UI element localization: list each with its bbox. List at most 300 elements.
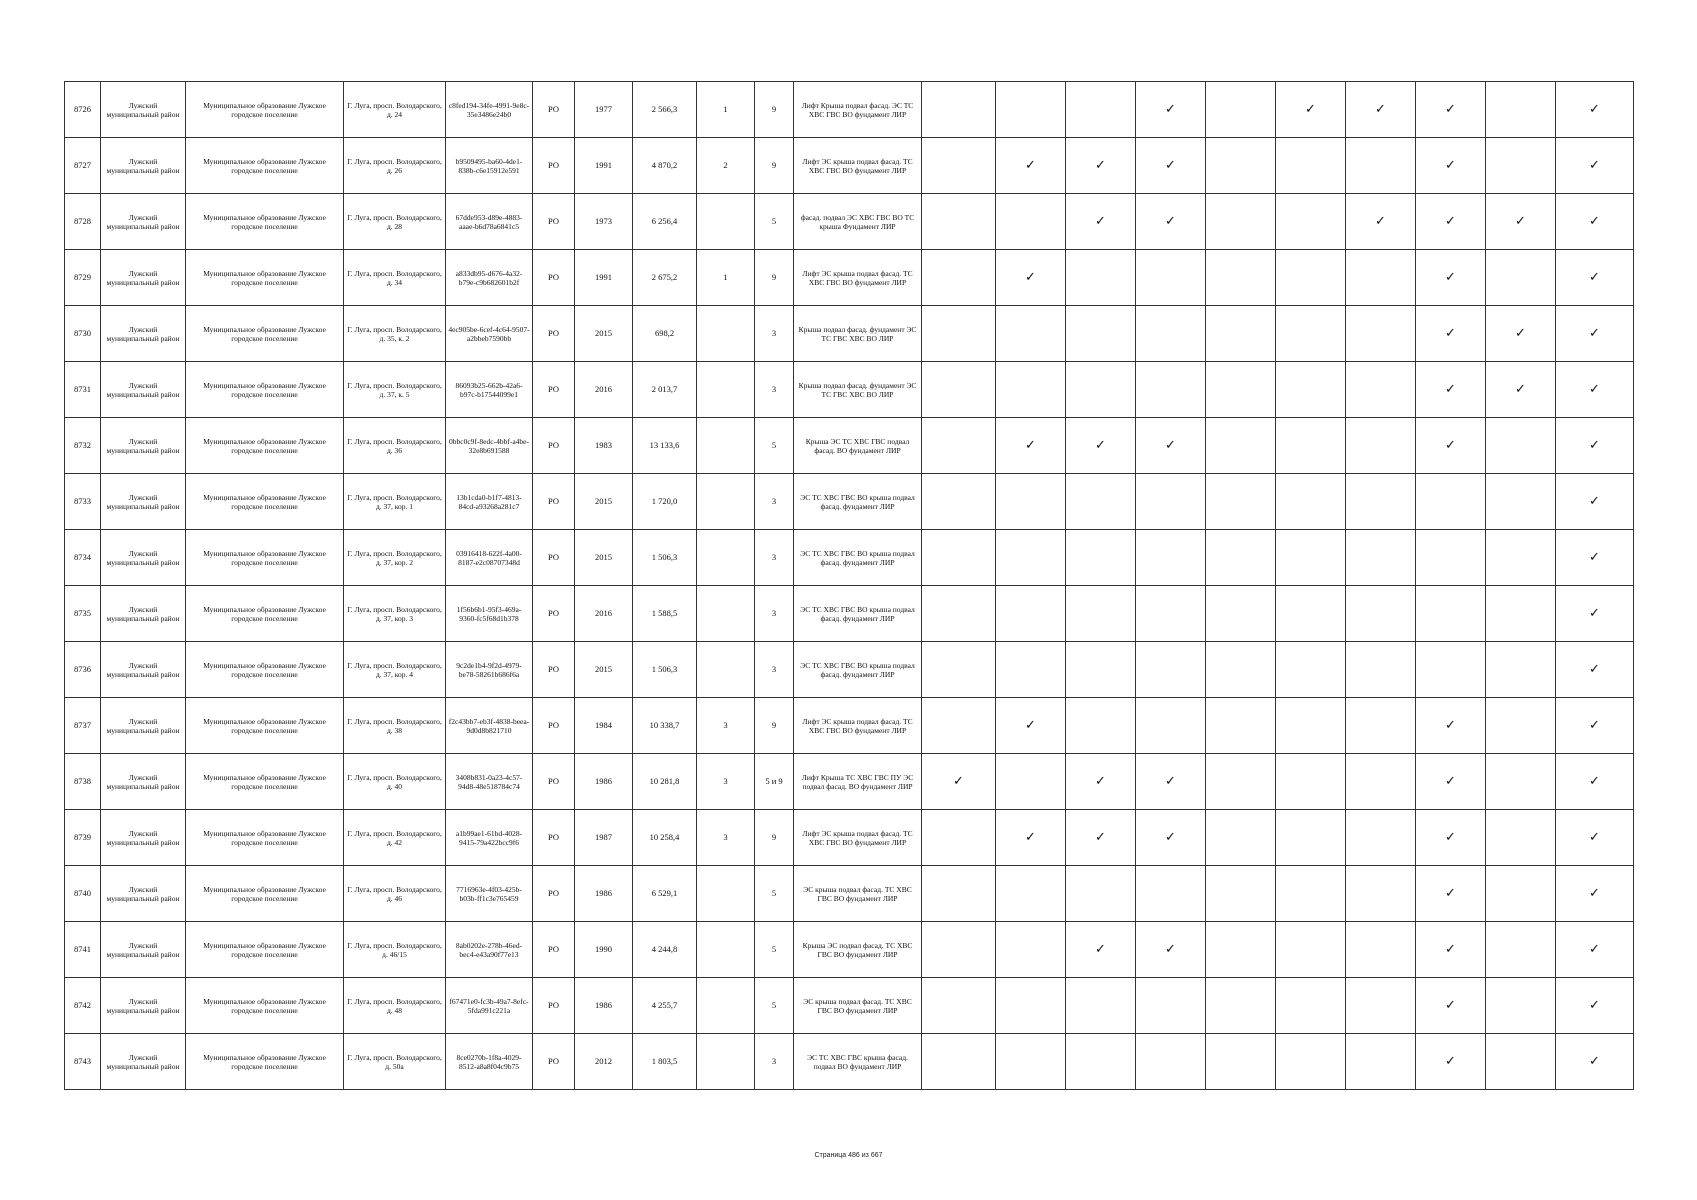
empty-cell bbox=[1346, 306, 1416, 362]
district-cell: Лужский муниципальный район bbox=[101, 922, 186, 978]
entrances-cell: 3 bbox=[697, 698, 755, 754]
table-row bbox=[65, 754, 1634, 810]
empty-cell bbox=[922, 1034, 996, 1090]
row-number: 8731 bbox=[65, 362, 101, 418]
empty-cell bbox=[1276, 1034, 1346, 1090]
row-number: 8738 bbox=[65, 754, 101, 810]
empty-cell bbox=[1346, 698, 1416, 754]
house-guid-cell: a833db95-d676-4a32-b79e-c9b682601b2f bbox=[446, 250, 533, 306]
empty-cell bbox=[1486, 250, 1556, 306]
empty-cell bbox=[996, 1034, 1066, 1090]
entrances-cell bbox=[697, 1034, 755, 1090]
table-row bbox=[65, 642, 1634, 698]
address-cell: Г. Луга, просп. Володарского, д. 37, кор. 3 bbox=[344, 586, 446, 642]
empty-cell bbox=[1416, 586, 1486, 642]
row-number: 8740 bbox=[65, 866, 101, 922]
works-list-cell: ЭС ТС ХВС ГВС ВО крыша подвал фасад. фундамент ЛИР bbox=[794, 474, 922, 530]
table-row bbox=[65, 418, 1634, 474]
area-cell: 1 588,5 bbox=[633, 586, 697, 642]
entrances-cell bbox=[697, 978, 755, 1034]
empty-cell bbox=[1206, 586, 1276, 642]
table-row bbox=[65, 810, 1634, 866]
fund-type-cell: РО bbox=[533, 250, 575, 306]
check-mark-icon: ✓ bbox=[1556, 810, 1634, 866]
area-cell: 6 529,1 bbox=[633, 866, 697, 922]
district-cell: Лужский муниципальный район bbox=[101, 754, 186, 810]
floors-cell: 5 bbox=[755, 978, 794, 1034]
empty-cell bbox=[1136, 978, 1206, 1034]
empty-cell bbox=[922, 978, 996, 1034]
works-list-cell: Лифт Крыша подвал фасад. ЭС ТС ХВС ГВС ВО фундамент ЛИР bbox=[794, 82, 922, 138]
check-mark-icon: ✓ bbox=[1066, 194, 1136, 250]
municipality-cell: Муниципальное образование Лужское городское поселение bbox=[186, 586, 344, 642]
floors-cell: 3 bbox=[755, 586, 794, 642]
check-mark-icon: ✓ bbox=[1066, 754, 1136, 810]
district-cell: Лужский муниципальный район bbox=[101, 978, 186, 1034]
empty-cell bbox=[1066, 306, 1136, 362]
area-cell: 10 338,7 bbox=[633, 698, 697, 754]
floors-cell: 5 bbox=[755, 418, 794, 474]
works-list-cell: Крыша ЭС подвал фасад. ТС ХВС ГВС ВО фундамент ЛИР bbox=[794, 922, 922, 978]
table-row bbox=[65, 82, 1634, 138]
empty-cell bbox=[1486, 1034, 1556, 1090]
empty-cell bbox=[1276, 474, 1346, 530]
house-guid-cell: 7716963e-4f03-425b-b03b-ff1c3e765459 bbox=[446, 866, 533, 922]
empty-cell bbox=[1276, 418, 1346, 474]
check-mark-icon: ✓ bbox=[1486, 306, 1556, 362]
empty-cell bbox=[996, 642, 1066, 698]
empty-cell bbox=[1486, 866, 1556, 922]
empty-cell bbox=[1206, 82, 1276, 138]
works-list-cell: Лифт ЭС крыша подвал фасад. ТС ХВС ГВС ВО фундамент ЛИР bbox=[794, 138, 922, 194]
works-list-cell: Крыша подвал фасад. фундамент ЭС ТС ГВС ХВС ВО ЛИР bbox=[794, 362, 922, 418]
floors-cell: 5 bbox=[755, 194, 794, 250]
entrances-cell bbox=[697, 922, 755, 978]
municipality-cell: Муниципальное образование Лужское городское поселение bbox=[186, 362, 344, 418]
municipality-cell: Муниципальное образование Лужское городское поселение bbox=[186, 754, 344, 810]
fund-type-cell: РО bbox=[533, 1034, 575, 1090]
build-year-cell: 1986 bbox=[575, 866, 633, 922]
empty-cell bbox=[1346, 530, 1416, 586]
empty-cell bbox=[1136, 250, 1206, 306]
fund-type-cell: РО bbox=[533, 306, 575, 362]
district-cell: Лужский муниципальный район bbox=[101, 698, 186, 754]
fund-type-cell: РО bbox=[533, 418, 575, 474]
check-mark-icon: ✓ bbox=[996, 418, 1066, 474]
area-cell: 4 255,7 bbox=[633, 978, 697, 1034]
check-mark-icon: ✓ bbox=[996, 138, 1066, 194]
address-cell: Г. Луга, просп. Володарского, д. 42 bbox=[344, 810, 446, 866]
empty-cell bbox=[1206, 1034, 1276, 1090]
house-guid-cell: a1b99ae1-61bd-4028-9415-79a422bcc9f6 bbox=[446, 810, 533, 866]
table-row bbox=[65, 474, 1634, 530]
empty-cell bbox=[1136, 698, 1206, 754]
empty-cell bbox=[1066, 362, 1136, 418]
district-cell: Лужский муниципальный район bbox=[101, 810, 186, 866]
district-cell: Лужский муниципальный район bbox=[101, 194, 186, 250]
empty-cell bbox=[1416, 642, 1486, 698]
empty-cell bbox=[996, 586, 1066, 642]
fund-type-cell: РО bbox=[533, 810, 575, 866]
floors-cell: 9 bbox=[755, 250, 794, 306]
works-list-cell: ЭС крыша подвал фасад. ТС ХВС ГВС ВО фундамент ЛИР bbox=[794, 978, 922, 1034]
works-list-cell: ЭС ТС ХВС ГВС ВО крыша подвал фасад. фундамент ЛИР bbox=[794, 642, 922, 698]
table-row bbox=[65, 922, 1634, 978]
empty-cell bbox=[1066, 978, 1136, 1034]
house-guid-cell: 03916418-622f-4a00-8187-e2c08707348d bbox=[446, 530, 533, 586]
empty-cell bbox=[1206, 810, 1276, 866]
district-cell: Лужский муниципальный район bbox=[101, 82, 186, 138]
empty-cell bbox=[1346, 866, 1416, 922]
empty-cell bbox=[922, 362, 996, 418]
fund-type-cell: РО bbox=[533, 866, 575, 922]
empty-cell bbox=[1206, 138, 1276, 194]
house-guid-cell: 8ab0202e-278b-46ed-bec4-e43a90f77e13 bbox=[446, 922, 533, 978]
address-cell: Г. Луга, просп. Володарского, д. 46/15 bbox=[344, 922, 446, 978]
check-mark-icon: ✓ bbox=[1416, 754, 1486, 810]
district-cell: Лужский муниципальный район bbox=[101, 306, 186, 362]
area-cell: 1 506,3 bbox=[633, 530, 697, 586]
municipality-cell: Муниципальное образование Лужское городское поселение bbox=[186, 474, 344, 530]
municipality-cell: Муниципальное образование Лужское городское поселение bbox=[186, 306, 344, 362]
empty-cell bbox=[1346, 362, 1416, 418]
empty-cell bbox=[1206, 418, 1276, 474]
table-row bbox=[65, 866, 1634, 922]
row-number: 8729 bbox=[65, 250, 101, 306]
address-cell: Г. Луга, просп. Володарского, д. 40 bbox=[344, 754, 446, 810]
floors-cell: 3 bbox=[755, 1034, 794, 1090]
empty-cell bbox=[922, 530, 996, 586]
empty-cell bbox=[1486, 418, 1556, 474]
empty-cell bbox=[1276, 194, 1346, 250]
empty-cell bbox=[1416, 474, 1486, 530]
municipality-cell: Муниципальное образование Лужское городское поселение bbox=[186, 138, 344, 194]
empty-cell bbox=[996, 194, 1066, 250]
row-number: 8734 bbox=[65, 530, 101, 586]
check-mark-icon: ✓ bbox=[1556, 698, 1634, 754]
empty-cell bbox=[1346, 810, 1416, 866]
empty-cell bbox=[1276, 250, 1346, 306]
empty-cell bbox=[1486, 810, 1556, 866]
empty-cell bbox=[1486, 138, 1556, 194]
row-number: 8741 bbox=[65, 922, 101, 978]
check-mark-icon: ✓ bbox=[1556, 82, 1634, 138]
area-cell: 10 258,4 bbox=[633, 810, 697, 866]
build-year-cell: 1991 bbox=[575, 138, 633, 194]
empty-cell bbox=[996, 754, 1066, 810]
empty-cell bbox=[1136, 362, 1206, 418]
house-guid-cell: 67dde953-d89e-4883-aaae-b6d78a6841c5 bbox=[446, 194, 533, 250]
table-row bbox=[65, 138, 1634, 194]
empty-cell bbox=[1346, 922, 1416, 978]
empty-cell bbox=[1346, 1034, 1416, 1090]
empty-cell bbox=[1276, 362, 1346, 418]
check-mark-icon: ✓ bbox=[1136, 418, 1206, 474]
fund-type-cell: РО bbox=[533, 754, 575, 810]
check-mark-icon: ✓ bbox=[1556, 922, 1634, 978]
municipality-cell: Муниципальное образование Лужское городское поселение bbox=[186, 642, 344, 698]
empty-cell bbox=[1066, 866, 1136, 922]
empty-cell bbox=[1276, 530, 1346, 586]
works-list-cell: Крыша ЭС ТС ХВС ГВС подвал фасад. ВО фундамент ЛИР bbox=[794, 418, 922, 474]
fund-type-cell: РО bbox=[533, 138, 575, 194]
entrances-cell bbox=[697, 474, 755, 530]
empty-cell bbox=[922, 698, 996, 754]
municipality-cell: Муниципальное образование Лужское городское поселение bbox=[186, 82, 344, 138]
check-mark-icon: ✓ bbox=[1136, 138, 1206, 194]
house-guid-cell: 86093b25-662b-42a6-b97c-b17544099e1 bbox=[446, 362, 533, 418]
check-mark-icon: ✓ bbox=[1556, 474, 1634, 530]
build-year-cell: 1991 bbox=[575, 250, 633, 306]
build-year-cell: 2015 bbox=[575, 306, 633, 362]
fund-type-cell: РО bbox=[533, 530, 575, 586]
check-mark-icon: ✓ bbox=[1556, 978, 1634, 1034]
empty-cell bbox=[996, 474, 1066, 530]
check-mark-icon: ✓ bbox=[1346, 82, 1416, 138]
empty-cell bbox=[1136, 306, 1206, 362]
empty-cell bbox=[1206, 474, 1276, 530]
house-guid-cell: 9c2de1b4-9f2d-4979-be78-58261b686f6a bbox=[446, 642, 533, 698]
works-list-cell: Лифт Крыша ТС ХВС ГВС ПУ ЭС подвал фасад. ВО фундамент ЛИР bbox=[794, 754, 922, 810]
floors-cell: 9 bbox=[755, 138, 794, 194]
district-cell: Лужский муниципальный район bbox=[101, 418, 186, 474]
floors-cell: 5 bbox=[755, 866, 794, 922]
check-mark-icon: ✓ bbox=[1416, 922, 1486, 978]
works-list-cell: Лифт ЭС крыша подвал фасад. ТС ХВС ГВС ВО фундамент ЛИР bbox=[794, 250, 922, 306]
empty-cell bbox=[1276, 978, 1346, 1034]
row-number: 8727 bbox=[65, 138, 101, 194]
house-guid-cell: 13b1cda0-b1f7-4813-84cd-a93268a281c7 bbox=[446, 474, 533, 530]
area-cell: 2 013,7 bbox=[633, 362, 697, 418]
empty-cell bbox=[996, 922, 1066, 978]
address-cell: Г. Луга, просп. Володарского, д. 26 bbox=[344, 138, 446, 194]
empty-cell bbox=[1136, 586, 1206, 642]
table-row bbox=[65, 306, 1634, 362]
address-cell: Г. Луга, просп. Володарского, д. 37, кор. 1 bbox=[344, 474, 446, 530]
municipality-cell: Муниципальное образование Лужское городское поселение bbox=[186, 810, 344, 866]
check-mark-icon: ✓ bbox=[1486, 194, 1556, 250]
entrances-cell: 1 bbox=[697, 82, 755, 138]
empty-cell bbox=[1276, 922, 1346, 978]
empty-cell bbox=[922, 306, 996, 362]
empty-cell bbox=[1136, 642, 1206, 698]
table-row bbox=[65, 1034, 1634, 1090]
district-cell: Лужский муниципальный район bbox=[101, 250, 186, 306]
municipality-cell: Муниципальное образование Лужское городское поселение bbox=[186, 418, 344, 474]
entrances-cell bbox=[697, 306, 755, 362]
works-list-cell: Крыша подвал фасад. фундамент ЭС ТС ГВС ХВС ВО ЛИР bbox=[794, 306, 922, 362]
district-cell: Лужский муниципальный район bbox=[101, 642, 186, 698]
floors-cell: 9 bbox=[755, 810, 794, 866]
house-guid-cell: 4ec905be-6cef-4c64-9507-a2bbeb7590bb bbox=[446, 306, 533, 362]
fund-type-cell: РО bbox=[533, 978, 575, 1034]
check-mark-icon: ✓ bbox=[1416, 418, 1486, 474]
address-cell: Г. Луга, просп. Володарского, д. 37, кор. 4 bbox=[344, 642, 446, 698]
district-cell: Лужский муниципальный район bbox=[101, 866, 186, 922]
address-cell: Г. Луга, просп. Володарского, д. 46 bbox=[344, 866, 446, 922]
municipality-cell: Муниципальное образование Лужское городское поселение bbox=[186, 1034, 344, 1090]
area-cell: 1 720,0 bbox=[633, 474, 697, 530]
house-guid-cell: f2c43bb7-eb3f-4838-beea-9d0d8b821710 bbox=[446, 698, 533, 754]
empty-cell bbox=[1346, 754, 1416, 810]
municipality-cell: Муниципальное образование Лужское городское поселение bbox=[186, 698, 344, 754]
row-number: 8726 bbox=[65, 82, 101, 138]
row-number: 8736 bbox=[65, 642, 101, 698]
empty-cell bbox=[1486, 754, 1556, 810]
check-mark-icon: ✓ bbox=[996, 698, 1066, 754]
empty-cell bbox=[1206, 306, 1276, 362]
check-mark-icon: ✓ bbox=[1416, 194, 1486, 250]
empty-cell bbox=[996, 82, 1066, 138]
floors-cell: 5 bbox=[755, 922, 794, 978]
check-mark-icon: ✓ bbox=[1136, 810, 1206, 866]
empty-cell bbox=[1486, 530, 1556, 586]
check-mark-icon: ✓ bbox=[1066, 922, 1136, 978]
check-mark-icon: ✓ bbox=[1416, 250, 1486, 306]
build-year-cell: 1983 bbox=[575, 418, 633, 474]
build-year-cell: 1987 bbox=[575, 810, 633, 866]
check-mark-icon: ✓ bbox=[996, 250, 1066, 306]
house-guid-cell: 8ce0270b-1f8a-4029-8512-a8a8f04c9b75 bbox=[446, 1034, 533, 1090]
empty-cell bbox=[922, 810, 996, 866]
district-cell: Лужский муниципальный район bbox=[101, 530, 186, 586]
entrances-cell: 3 bbox=[697, 810, 755, 866]
table-row bbox=[65, 530, 1634, 586]
table-row bbox=[65, 698, 1634, 754]
empty-cell bbox=[1066, 698, 1136, 754]
house-guid-cell: 1f56b6b1-95f3-469a-9360-fc5f68d1b378 bbox=[446, 586, 533, 642]
empty-cell bbox=[1066, 82, 1136, 138]
floors-cell: 3 bbox=[755, 474, 794, 530]
works-list-cell: ЭС ТС ХВС ГВС ВО крыша подвал фасад. фундамент ЛИР bbox=[794, 586, 922, 642]
table-row bbox=[65, 362, 1634, 418]
empty-cell bbox=[996, 978, 1066, 1034]
floors-cell: 3 bbox=[755, 530, 794, 586]
floors-cell: 5 и 9 bbox=[755, 754, 794, 810]
row-number: 8735 bbox=[65, 586, 101, 642]
empty-cell bbox=[922, 138, 996, 194]
check-mark-icon: ✓ bbox=[1416, 306, 1486, 362]
build-year-cell: 2016 bbox=[575, 586, 633, 642]
entrances-cell bbox=[697, 418, 755, 474]
build-year-cell: 2015 bbox=[575, 530, 633, 586]
empty-cell bbox=[1136, 866, 1206, 922]
check-mark-icon: ✓ bbox=[1066, 138, 1136, 194]
area-cell: 4 870,2 bbox=[633, 138, 697, 194]
entrances-cell bbox=[697, 362, 755, 418]
floors-cell: 3 bbox=[755, 306, 794, 362]
fund-type-cell: РО bbox=[533, 586, 575, 642]
empty-cell bbox=[1346, 978, 1416, 1034]
area-cell: 13 133,6 bbox=[633, 418, 697, 474]
address-cell: Г. Луга, просп. Володарского, д. 37, кор. 2 bbox=[344, 530, 446, 586]
works-list-cell: Лифт ЭС крыша подвал фасад. ТС ХВС ГВС ВО фундамент ЛИР bbox=[794, 698, 922, 754]
entrances-cell bbox=[697, 530, 755, 586]
empty-cell bbox=[1276, 810, 1346, 866]
table-row bbox=[65, 586, 1634, 642]
entrances-cell: 2 bbox=[697, 138, 755, 194]
address-cell: Г. Луга, просп. Володарского, д. 50а bbox=[344, 1034, 446, 1090]
check-mark-icon: ✓ bbox=[1556, 418, 1634, 474]
municipality-cell: Муниципальное образование Лужское городское поселение bbox=[186, 866, 344, 922]
fund-type-cell: РО bbox=[533, 82, 575, 138]
address-cell: Г. Луга, просп. Володарского, д. 24 bbox=[344, 82, 446, 138]
empty-cell bbox=[1346, 642, 1416, 698]
house-guid-cell: 3408b831-0a23-4c57-94d8-48e518784c74 bbox=[446, 754, 533, 810]
municipality-cell: Муниципальное образование Лужское городское поселение bbox=[186, 978, 344, 1034]
empty-cell bbox=[1206, 866, 1276, 922]
empty-cell bbox=[1066, 1034, 1136, 1090]
check-mark-icon: ✓ bbox=[1416, 810, 1486, 866]
empty-cell bbox=[922, 194, 996, 250]
fund-type-cell: РО bbox=[533, 194, 575, 250]
check-mark-icon: ✓ bbox=[996, 810, 1066, 866]
empty-cell bbox=[1066, 250, 1136, 306]
check-mark-icon: ✓ bbox=[1136, 194, 1206, 250]
area-cell: 4 244,8 bbox=[633, 922, 697, 978]
empty-cell bbox=[996, 866, 1066, 922]
area-cell: 2 566,3 bbox=[633, 82, 697, 138]
empty-cell bbox=[1206, 194, 1276, 250]
area-cell: 10 281,8 bbox=[633, 754, 697, 810]
empty-cell bbox=[1486, 642, 1556, 698]
empty-cell bbox=[1276, 138, 1346, 194]
empty-cell bbox=[1276, 642, 1346, 698]
address-cell: Г. Луга, просп. Володарского, д. 34 bbox=[344, 250, 446, 306]
empty-cell bbox=[1136, 474, 1206, 530]
buildings-table bbox=[64, 81, 1634, 1090]
works-list-cell: ЭС крыша подвал фасад. ТС ХВС ГВС ВО фундамент ЛИР bbox=[794, 866, 922, 922]
empty-cell bbox=[1136, 530, 1206, 586]
empty-cell bbox=[1276, 586, 1346, 642]
empty-cell bbox=[1136, 1034, 1206, 1090]
check-mark-icon: ✓ bbox=[1556, 586, 1634, 642]
empty-cell bbox=[1066, 642, 1136, 698]
empty-cell bbox=[1206, 922, 1276, 978]
empty-cell bbox=[996, 306, 1066, 362]
empty-cell bbox=[922, 250, 996, 306]
address-cell: Г. Луга, просп. Володарского, д. 38 bbox=[344, 698, 446, 754]
build-year-cell: 1990 bbox=[575, 922, 633, 978]
address-cell: Г. Луга, просп. Володарского, д. 35, к. 2 bbox=[344, 306, 446, 362]
check-mark-icon: ✓ bbox=[1556, 754, 1634, 810]
empty-cell bbox=[922, 418, 996, 474]
address-cell: Г. Луга, просп. Володарского, д. 36 bbox=[344, 418, 446, 474]
check-mark-icon: ✓ bbox=[922, 754, 996, 810]
empty-cell bbox=[1486, 922, 1556, 978]
fund-type-cell: РО bbox=[533, 474, 575, 530]
district-cell: Лужский муниципальный район bbox=[101, 362, 186, 418]
fund-type-cell: РО bbox=[533, 698, 575, 754]
build-year-cell: 2016 bbox=[575, 362, 633, 418]
fund-type-cell: РО bbox=[533, 922, 575, 978]
district-cell: Лужский муниципальный район bbox=[101, 1034, 186, 1090]
floors-cell: 9 bbox=[755, 82, 794, 138]
check-mark-icon: ✓ bbox=[1416, 978, 1486, 1034]
empty-cell bbox=[1346, 250, 1416, 306]
build-year-cell: 1973 bbox=[575, 194, 633, 250]
entrances-cell bbox=[697, 642, 755, 698]
build-year-cell: 1984 bbox=[575, 698, 633, 754]
municipality-cell: Муниципальное образование Лужское городское поселение bbox=[186, 250, 344, 306]
house-guid-cell: c8fed194-34fe-4991-9e8c-35e3486e24b0 bbox=[446, 82, 533, 138]
row-number: 8732 bbox=[65, 418, 101, 474]
empty-cell bbox=[922, 474, 996, 530]
row-number: 8739 bbox=[65, 810, 101, 866]
empty-cell bbox=[1276, 866, 1346, 922]
empty-cell bbox=[1066, 586, 1136, 642]
empty-cell bbox=[996, 362, 1066, 418]
